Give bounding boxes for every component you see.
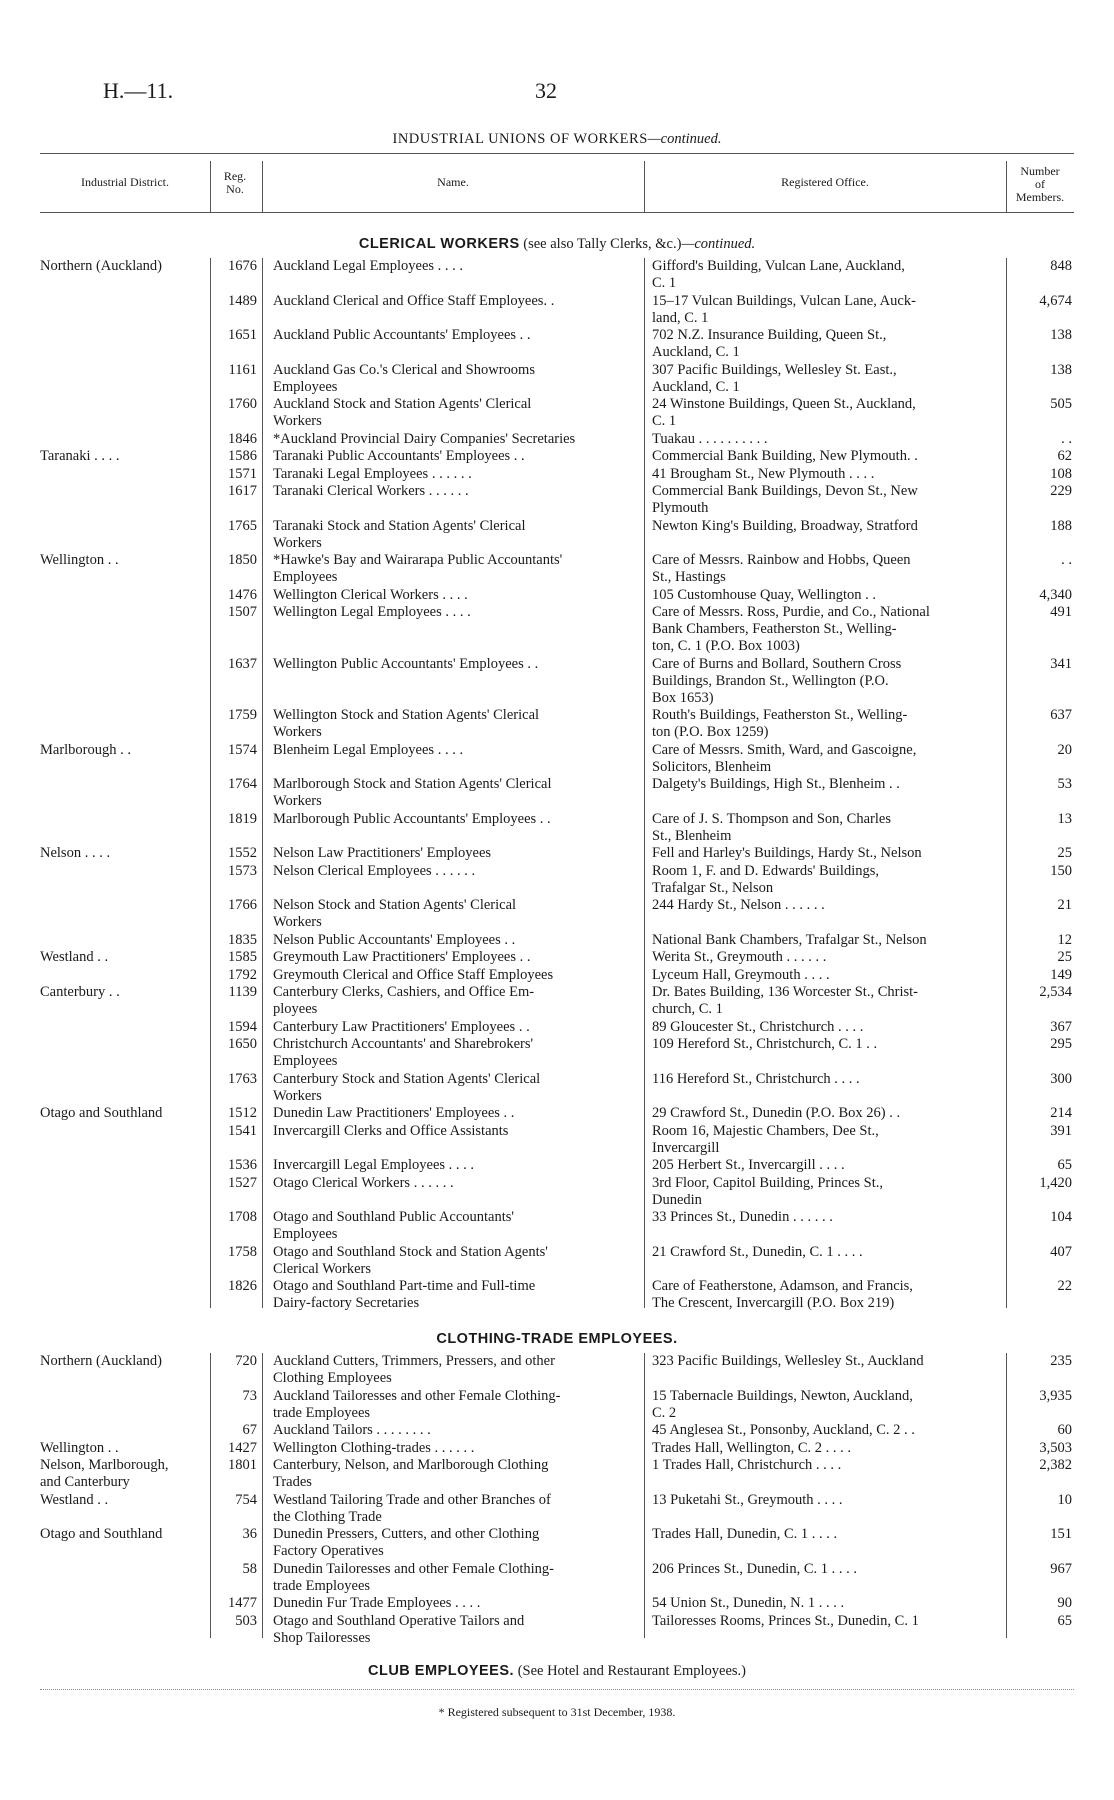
column-header-district: Industrial District.: [81, 175, 169, 189]
registered-office: Room 1, F. and D. Edwards' Buildings,: [652, 862, 880, 879]
union-name: Clerical Workers: [273, 1260, 372, 1277]
registered-office: Newton King's Building, Broadway, Stratford: [652, 517, 918, 534]
registered-office: National Bank Chambers, Trafalgar St., Nelson: [652, 931, 927, 948]
member-count: 21: [1057, 897, 1072, 913]
union-name: Auckland Clerical and Office Staff Employees. .: [273, 292, 555, 309]
registered-office: Werita St., Greymouth . . . . . .: [652, 949, 827, 965]
industrial-district: Otago and Southland: [40, 1526, 163, 1542]
member-count: 104: [1050, 1209, 1072, 1225]
union-name: Auckland Legal Employees . . . .: [273, 258, 464, 274]
registration-number: 1826: [228, 1278, 257, 1294]
section-heading-clerical: CLERICAL WORKERS (see also Tally Clerks, &c.)—continued.: [358, 236, 756, 252]
member-count: 65: [1057, 1157, 1072, 1173]
registration-number: 1760: [228, 396, 257, 412]
union-name: Greymouth Clerical and Office Staff Employees: [273, 966, 554, 983]
union-name: Blenheim Legal Employees . . . .: [273, 741, 464, 758]
registration-number: 1161: [228, 361, 257, 378]
union-name: Workers: [273, 534, 322, 551]
registered-office: Trades Hall, Wellington, C. 2 . . . .: [652, 1439, 852, 1456]
union-name: Otago Clerical Workers . . . . . .: [273, 1174, 454, 1191]
column-divider: [262, 1353, 263, 1638]
column-divider: [1006, 161, 1007, 212]
industrial-district: Marlborough . .: [40, 741, 132, 758]
member-count: 967: [1050, 1560, 1072, 1577]
registered-office: 24 Winstone Buildings, Queen St., Auckland,: [652, 396, 916, 412]
member-count: 235: [1050, 1353, 1072, 1369]
member-count: 25: [1057, 949, 1072, 965]
industrial-district: Northern (Auckland): [40, 258, 162, 274]
union-name: Employees: [273, 1226, 338, 1242]
industrial-district: Canterbury . .: [40, 984, 120, 1000]
industrial-district: Wellington . .: [40, 552, 119, 568]
registered-office: 206 Princes St., Dunedin, C. 1 . . . .: [652, 1560, 858, 1577]
union-name: Wellington Stock and Station Agents' Clerical: [273, 707, 540, 723]
union-name: Otago and Southland Stock and Station Agents': [273, 1243, 548, 1260]
registration-number: 1427: [228, 1439, 257, 1456]
registered-office: St., Blenheim: [652, 827, 732, 844]
union-name: Canterbury, Nelson, and Marlborough Clothing: [273, 1457, 549, 1473]
union-name: Nelson Stock and Station Agents' Clerical: [273, 897, 517, 913]
member-count: 2,534: [1039, 984, 1072, 1000]
registration-number: 1594: [228, 1018, 257, 1035]
member-count: 848: [1050, 258, 1072, 274]
registration-number: 1758: [228, 1243, 257, 1260]
registered-office: C. 2: [652, 1404, 677, 1421]
union-name: Wellington Clothing-trades . . . . . .: [273, 1439, 475, 1456]
column-divider: [644, 1353, 645, 1638]
member-count: 62: [1057, 448, 1072, 464]
union-name: Factory Operatives: [273, 1543, 384, 1559]
union-name: trade Employees: [273, 1404, 371, 1421]
union-name: Workers: [273, 413, 322, 429]
registration-number: 1801: [228, 1457, 257, 1473]
registration-number: 1763: [228, 1070, 257, 1087]
union-name: Otago and Southland Operative Tailors and: [273, 1612, 525, 1629]
union-name: Christchurch Accountants' and Sharebrokers': [273, 1036, 534, 1052]
registration-number: 73: [242, 1387, 257, 1404]
union-name: Dairy-factory Secretaries: [273, 1295, 420, 1311]
column-divider: [262, 258, 263, 1308]
registered-office: 116 Hereford St., Christchurch . . . .: [652, 1070, 860, 1087]
registration-number: 1651: [228, 327, 257, 343]
member-count: 407: [1050, 1243, 1072, 1260]
union-name: Canterbury Stock and Station Agents' Clerical: [273, 1070, 541, 1087]
union-name: Workers: [273, 793, 322, 809]
union-name: Nelson Clerical Employees . . . . . .: [273, 862, 476, 879]
column-divider: [210, 161, 211, 212]
registered-office: Box 1653): [652, 689, 714, 706]
union-name: Dunedin Pressers, Cutters, and other Clothing: [273, 1526, 540, 1542]
union-name: Canterbury Law Practitioners' Employees . .: [273, 1018, 530, 1035]
registration-number: 503: [235, 1612, 257, 1629]
member-count: 12: [1057, 931, 1072, 948]
union-name: Auckland Public Accountants' Employees . .: [273, 327, 531, 343]
member-count: 3,935: [1039, 1387, 1072, 1404]
member-count: 90: [1057, 1595, 1072, 1611]
registration-number: 1850: [228, 552, 257, 568]
industrial-district: Nelson, Marlborough,: [40, 1457, 169, 1473]
registered-office: C. 1: [652, 275, 677, 291]
registration-number: 36: [242, 1526, 257, 1542]
document-code: H.—11.: [103, 78, 174, 103]
registered-office: St., Hastings: [652, 569, 726, 585]
registration-number: 67: [242, 1422, 257, 1438]
page-number: 32: [535, 78, 557, 103]
union-name: Auckland Cutters, Trimmers, Pressers, and other: [273, 1353, 555, 1369]
union-name: Employees: [273, 378, 338, 395]
union-name: Marlborough Stock and Station Agents' Clerical: [273, 776, 552, 792]
registration-number: 720: [235, 1353, 257, 1369]
union-name: Auckland Tailors . . . . . . . .: [273, 1422, 431, 1438]
header-bottom-rule: [40, 212, 1074, 213]
registration-number: 1766: [228, 897, 257, 913]
union-name: *Hawke's Bay and Wairarapa Public Accountants': [273, 552, 563, 568]
member-count: 491: [1050, 604, 1072, 620]
registered-office: Auckland, C. 1: [652, 378, 740, 395]
registered-office: church, C. 1: [652, 1001, 723, 1017]
registered-office: Lyceum Hall, Greymouth . . . .: [652, 966, 830, 983]
registered-office: The Crescent, Invercargill (P.O. Box 219): [652, 1295, 895, 1311]
registered-office: 109 Hereford St., Christchurch, C. 1 . .: [652, 1036, 878, 1052]
registered-office: Care of Messrs. Ross, Purdie, and Co., National: [652, 604, 930, 620]
registered-office: 29 Crawford St., Dunedin (P.O. Box 26) . .: [652, 1105, 901, 1121]
union-name: Trades: [273, 1474, 312, 1490]
registered-office: Room 16, Majestic Chambers, Dee St.,: [652, 1122, 879, 1139]
registered-office: Gifford's Building, Vulcan Lane, Auckland,: [652, 258, 905, 274]
union-name: Dunedin Law Practitioners' Employees . .: [273, 1105, 515, 1121]
registration-number: 1708: [228, 1209, 257, 1225]
registration-number: 1477: [228, 1595, 257, 1611]
registered-office: 15 Tabernacle Buildings, Newton, Auckland,: [652, 1387, 913, 1404]
member-count: 150: [1050, 862, 1072, 879]
union-name: Clothing Employees: [273, 1370, 392, 1386]
union-name: Employees: [273, 1053, 338, 1069]
member-count: 367: [1050, 1018, 1072, 1035]
member-count: 214: [1050, 1105, 1072, 1121]
industrial-district: Nelson . . . .: [40, 845, 111, 861]
member-count: 53: [1057, 776, 1072, 792]
member-count: 10: [1057, 1491, 1072, 1508]
union-name: Otago and Southland Part-time and Full-time: [273, 1278, 536, 1294]
union-name: *Auckland Provincial Dairy Companies' Secretaries: [273, 430, 576, 447]
union-name: Greymouth Law Practitioners' Employees . .: [273, 949, 531, 965]
registration-number: 1476: [228, 586, 257, 603]
registration-number: 1617: [228, 483, 257, 499]
member-count: 65: [1057, 1612, 1072, 1629]
registered-office: Solicitors, Blenheim: [652, 758, 772, 775]
union-name: Auckland Gas Co.'s Clerical and Showrooms: [273, 361, 535, 378]
registration-number: 1536: [228, 1157, 257, 1173]
registered-office: Trafalgar St., Nelson: [652, 879, 774, 896]
industrial-district: and Canterbury: [40, 1474, 130, 1490]
member-count: 3,503: [1039, 1439, 1072, 1456]
member-count: 138: [1050, 361, 1072, 378]
union-name: Taranaki Public Accountants' Employees . .: [273, 448, 525, 464]
section-heading-club: CLUB EMPLOYEES. (See Hotel and Restaurant Employees.): [367, 1663, 746, 1679]
registration-number: 1676: [228, 258, 257, 274]
union-name: Westland Tailoring Trade and other Branches of: [273, 1491, 551, 1508]
registered-office: Buildings, Brandon St., Wellington (P.O.: [652, 672, 889, 689]
registration-number: 1139: [228, 984, 257, 1000]
member-count: 637: [1050, 707, 1072, 723]
registration-number: 1571: [228, 465, 257, 482]
registration-number: 1846: [228, 430, 257, 447]
registered-office: 41 Brougham St., New Plymouth . . . .: [652, 465, 875, 482]
registered-office: 702 N.Z. Insurance Building, Queen St.,: [652, 327, 887, 343]
industrial-district: Northern (Auckland): [40, 1353, 162, 1369]
member-count: 13: [1057, 810, 1072, 827]
registered-office: 54 Union St., Dunedin, N. 1 . . . .: [652, 1595, 845, 1611]
registration-number: 1573: [228, 862, 257, 879]
industrial-district: Westland . .: [40, 949, 109, 965]
registration-number: 1541: [228, 1122, 257, 1139]
union-name: Marlborough Public Accountants' Employees . .: [273, 810, 551, 827]
registered-office: Plymouth: [652, 500, 709, 516]
header-top-rule: [40, 153, 1074, 154]
registration-number: 1574: [228, 741, 257, 758]
member-count: 22: [1057, 1278, 1072, 1294]
registration-number: 1637: [228, 655, 257, 672]
industrial-district: Taranaki . . . .: [40, 448, 120, 464]
member-count: 60: [1057, 1422, 1072, 1438]
member-count: 108: [1050, 465, 1072, 482]
industrial-district: Wellington . .: [40, 1439, 119, 1456]
registration-number: 1507: [228, 604, 257, 620]
registration-number: 1512: [228, 1105, 257, 1121]
union-name: Dunedin Fur Trade Employees . . . .: [273, 1595, 481, 1611]
union-name: Nelson Law Practitioners' Employees: [273, 845, 492, 861]
industrial-district: Westland . .: [40, 1491, 109, 1508]
registration-number: 1819: [228, 810, 257, 827]
union-name: Wellington Clerical Workers . . . .: [273, 586, 468, 603]
registered-office: Fell and Harley's Buildings, Hardy St., Nelson: [652, 845, 922, 861]
member-count: 138: [1050, 327, 1072, 343]
footer-rule: [40, 1689, 1074, 1690]
footnote: * Registered subsequent to 31st December, 1938.: [438, 1705, 676, 1719]
registered-office: 33 Princes St., Dunedin . . . . . .: [652, 1209, 833, 1225]
registered-office: 105 Customhouse Quay, Wellington . .: [652, 586, 876, 603]
registered-office: 89 Gloucester St., Christchurch . . . .: [652, 1018, 864, 1035]
registration-number: 1759: [228, 707, 257, 723]
registration-number: 58: [242, 1560, 257, 1577]
member-count: 391: [1050, 1122, 1072, 1139]
member-count: 25: [1057, 845, 1072, 861]
registered-office: Commercial Bank Building, New Plymouth. .: [652, 448, 918, 464]
registered-office: Care of Featherstone, Adamson, and Francis,: [652, 1278, 913, 1294]
registered-office: ton (P.O. Box 1259): [652, 724, 769, 740]
union-name: Nelson Public Accountants' Employees . .: [273, 931, 516, 948]
member-count: 295: [1050, 1036, 1072, 1052]
registered-office: 45 Anglesea St., Ponsonby, Auckland, C. 2 . .: [652, 1422, 915, 1438]
registration-number: 1489: [228, 292, 257, 309]
member-count: 4,340: [1039, 586, 1072, 603]
registered-office: land, C. 1: [652, 309, 709, 326]
union-name: Shop Tailoresses: [273, 1629, 371, 1646]
registration-number: 1764: [228, 776, 257, 792]
registration-number: 1792: [228, 966, 257, 983]
column-header-name: Name.: [437, 175, 469, 189]
registered-office: C. 1: [652, 413, 677, 429]
registered-office: Auckland, C. 1: [652, 344, 740, 360]
registered-office: Care of Burns and Bollard, Southern Cross: [652, 655, 902, 672]
registered-office: Care of Messrs. Rainbow and Hobbs, Queen: [652, 552, 911, 568]
member-count: 149: [1050, 966, 1072, 983]
member-count: 20: [1057, 741, 1072, 758]
registered-office: Tuakau . . . . . . . . . .: [652, 430, 768, 447]
union-name: Taranaki Clerical Workers . . . . . .: [273, 483, 469, 499]
registered-office: 1 Trades Hall, Christchurch . . . .: [652, 1457, 842, 1473]
registered-office: Trades Hall, Dunedin, C. 1 . . . .: [652, 1526, 838, 1542]
member-count: . .: [1061, 430, 1072, 447]
page-title: INDUSTRIAL UNIONS OF WORKERS—continued.: [392, 131, 722, 147]
union-name: Invercargill Clerks and Office Assistants: [273, 1122, 509, 1139]
union-name: Auckland Tailoresses and other Female Clothing-: [273, 1387, 561, 1404]
union-name: Workers: [273, 724, 322, 740]
column-divider: [1006, 1353, 1007, 1638]
union-name: Employees: [273, 569, 338, 585]
registered-office: Invercargill: [652, 1139, 720, 1156]
member-count: . .: [1061, 552, 1072, 568]
registered-office: 13 Puketahi St., Greymouth . . . .: [652, 1491, 843, 1508]
member-count: 4,674: [1039, 292, 1072, 309]
registered-office: 307 Pacific Buildings, Wellesley St. East.,: [652, 361, 897, 378]
registration-number: 1527: [228, 1174, 257, 1191]
member-count: 151: [1050, 1526, 1072, 1542]
member-count: 505: [1050, 396, 1072, 412]
registered-office: Commercial Bank Buildings, Devon St., New: [652, 483, 918, 499]
registered-office: Care of J. S. Thompson and Son, Charles: [652, 810, 891, 827]
registered-office: 3rd Floor, Capitol Building, Princes St.,: [652, 1174, 884, 1191]
column-divider: [262, 161, 263, 212]
registered-office: 244 Hardy St., Nelson . . . . . .: [652, 897, 825, 913]
union-name: Otago and Southland Public Accountants': [273, 1209, 515, 1225]
registered-office: Dunedin: [652, 1191, 702, 1208]
member-count: 1,420: [1039, 1174, 1072, 1191]
registration-number: 1835: [228, 931, 257, 948]
column-divider: [644, 258, 645, 1308]
registered-office: Dr. Bates Building, 136 Worcester St., Christ-: [652, 984, 918, 1000]
registration-number: 754: [235, 1491, 257, 1508]
registered-office: 205 Herbert St., Invercargill . . . .: [652, 1157, 845, 1173]
registered-office: ton, C. 1 (P.O. Box 1003): [652, 638, 800, 654]
column-header-members: Number of Members.: [1015, 164, 1065, 204]
union-name: Invercargill Legal Employees . . . .: [273, 1157, 475, 1173]
registration-number: 1765: [228, 517, 257, 534]
union-name: ployees: [273, 1001, 318, 1017]
member-count: 2,382: [1039, 1457, 1072, 1473]
registration-number: 1650: [228, 1036, 257, 1052]
section-heading-clothing: CLOTHING-TRADE EMPLOYEES.: [436, 1331, 678, 1347]
registered-office: Bank Chambers, Featherston St., Welling-: [652, 621, 897, 637]
union-name: Canterbury Clerks, Cashiers, and Office Em-: [273, 984, 535, 1000]
registration-number: 1586: [228, 448, 257, 464]
member-count: 300: [1050, 1070, 1072, 1087]
union-name: Dunedin Tailoresses and other Female Clothing-: [273, 1560, 555, 1577]
registered-office: 15–17 Vulcan Buildings, Vulcan Lane, Auck-: [652, 292, 916, 309]
member-count: 229: [1050, 483, 1072, 499]
union-name: Taranaki Legal Employees . . . . . .: [273, 465, 472, 482]
union-name: Wellington Public Accountants' Employees . .: [273, 655, 539, 672]
column-header-office: Registered Office.: [781, 175, 869, 189]
member-count: 341: [1050, 655, 1072, 672]
member-count: 188: [1050, 517, 1072, 534]
union-name: trade Employees: [273, 1577, 371, 1594]
registration-number: 1585: [228, 949, 257, 965]
union-name: Auckland Stock and Station Agents' Clerical: [273, 396, 532, 412]
union-name: Taranaki Stock and Station Agents' Clerical: [273, 517, 526, 534]
union-name: Wellington Legal Employees . . . .: [273, 604, 471, 620]
column-divider: [1006, 258, 1007, 1308]
registered-office: Routh's Buildings, Featherston St., Welling-: [652, 707, 908, 723]
column-divider: [644, 161, 645, 212]
registered-office: Dalgety's Buildings, High St., Blenheim . .: [652, 776, 900, 792]
registered-office: 323 Pacific Buildings, Wellesley St., Auckland: [652, 1353, 924, 1369]
union-name: Workers: [273, 1087, 322, 1104]
union-name: the Clothing Trade: [273, 1508, 382, 1525]
column-header-reg: Reg. No.: [223, 169, 247, 196]
industrial-district: Otago and Southland: [40, 1105, 163, 1121]
registration-number: 1552: [228, 845, 257, 861]
registered-office: Care of Messrs. Smith, Ward, and Gascoigne,: [652, 741, 917, 758]
union-name: Workers: [273, 914, 322, 930]
registered-office: 21 Crawford St., Dunedin, C. 1 . . . .: [652, 1243, 863, 1260]
registered-office: Tailoresses Rooms, Princes St., Dunedin, C. 1: [652, 1612, 919, 1629]
